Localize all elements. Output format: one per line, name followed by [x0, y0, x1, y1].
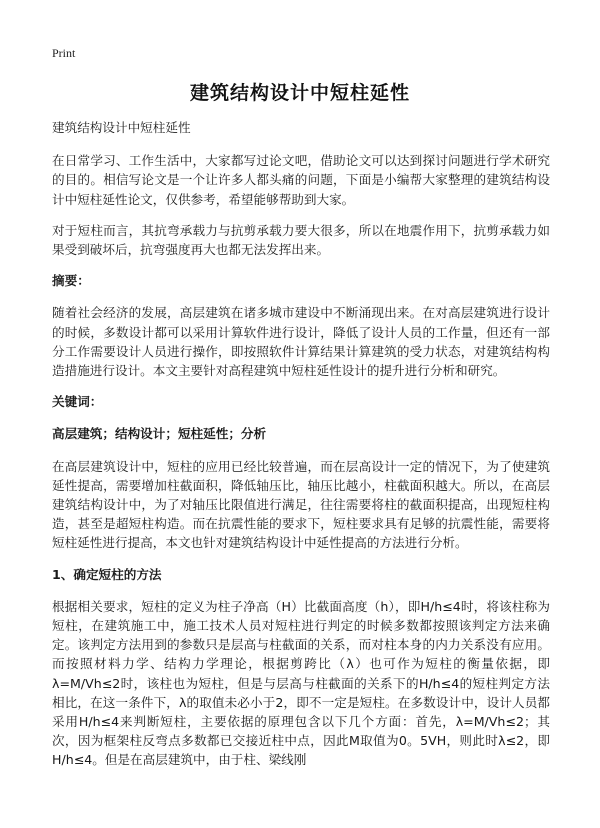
keywords-heading: 关键词： [52, 394, 103, 410]
print-label[interactable]: Print [52, 46, 76, 60]
section-1-body: 根据相关要求，短柱的定义为柱子净高（H）比截面高度（h），即H/h≤4时，将该柱称为短柱，在建筑施工中，施工技术人员对短柱进行判定的时候多数都按照该判定方法来确定。该判定方法用到的参数只是层高与柱截面的关系，而对柱本身的内力关系没有应用。而按照材料力学、结构力学理论，根据剪跨比（λ）也可作为短柱的衡量依据，即λ=M/Vh≤2时，该柱也为短柱，但是与层高与柱截面的关系下的H/h≤4的短柱判定方法相比，在这一条件下，λ的取值未必小于2，即不一定是短柱。在多数设计中，设计人员都采用H/h≤4来判断短柱，主要依据的原理包含以下几个方面：首先，λ=M/Vh≤2；其次，因为框架柱反弯点多数都已交接近柱中点，因此M取值为0。5VH，则此时λ≤2，即H/h≤4。但是在高层建筑中，由于柱、梁线刚 [52, 598, 550, 768]
intro-paragraph: 在日常学习、工作生活中，大家都写过论文吧，借助论文可以达到探讨问题进行学术研究的目的。相信写论文是一个让许多人都头痛的问题，下面是小编帮大家整理的建筑结构设计中短柱延性论文，仅供参考，希望能够帮助到大家。 [52, 153, 550, 207]
abstract-heading: 摘要： [52, 273, 90, 289]
document-body [52, 118, 550, 770]
abstract-body: 随着社会经济的发展，高层建筑在诸多城市建设中不断涌现出来。在对高层建筑进行设计的时候，多数设计都可以采用计算软件进行设计，降低了设计人员的工作量，但还有一部分工作需要设计人员进行操作，即按照软件计算结果计算建筑的受力状态，对建筑结构构造措施进行设计。本文主要针对高程建筑中短柱延性设计的提升进行分析和研究。 [52, 305, 550, 379]
document-title: 建筑结构设计中短柱延性 [189, 82, 410, 104]
keywords-list: 高层建筑；结构设计；短柱延性；分析 [52, 426, 267, 442]
paragraph-2: 在高层建筑设计中，短柱的应用已经比较普遍，而在层高设计一定的情况下，为了使建筑延性提高，需要增加柱截面积，降低轴压比，轴压比越小，柱截面积越大。所以，在高层建筑结构设计中，为了对轴压比限值进行满足，往往需要将柱的截面积提高，出现短柱构造，甚至是超短柱构造。而在抗震性能的要求下，短柱要求具有足够的抗震性能，需要将短柱延性进行提高，本文也针对建筑结构设计中延性提高的方法进行分析。 [52, 458, 550, 551]
section-1-heading: 1、确定短柱的方法 [52, 566, 162, 582]
subtitle: 建筑结构设计中短柱延性 [52, 120, 191, 135]
paragraph-1: 对于短柱而言，其抗弯承载力与抗剪承载力要大很多，所以在地震作用下，抗剪承载力如果受到破坏后，抗弯强度再大也都无法发挥出来。 [52, 222, 550, 258]
